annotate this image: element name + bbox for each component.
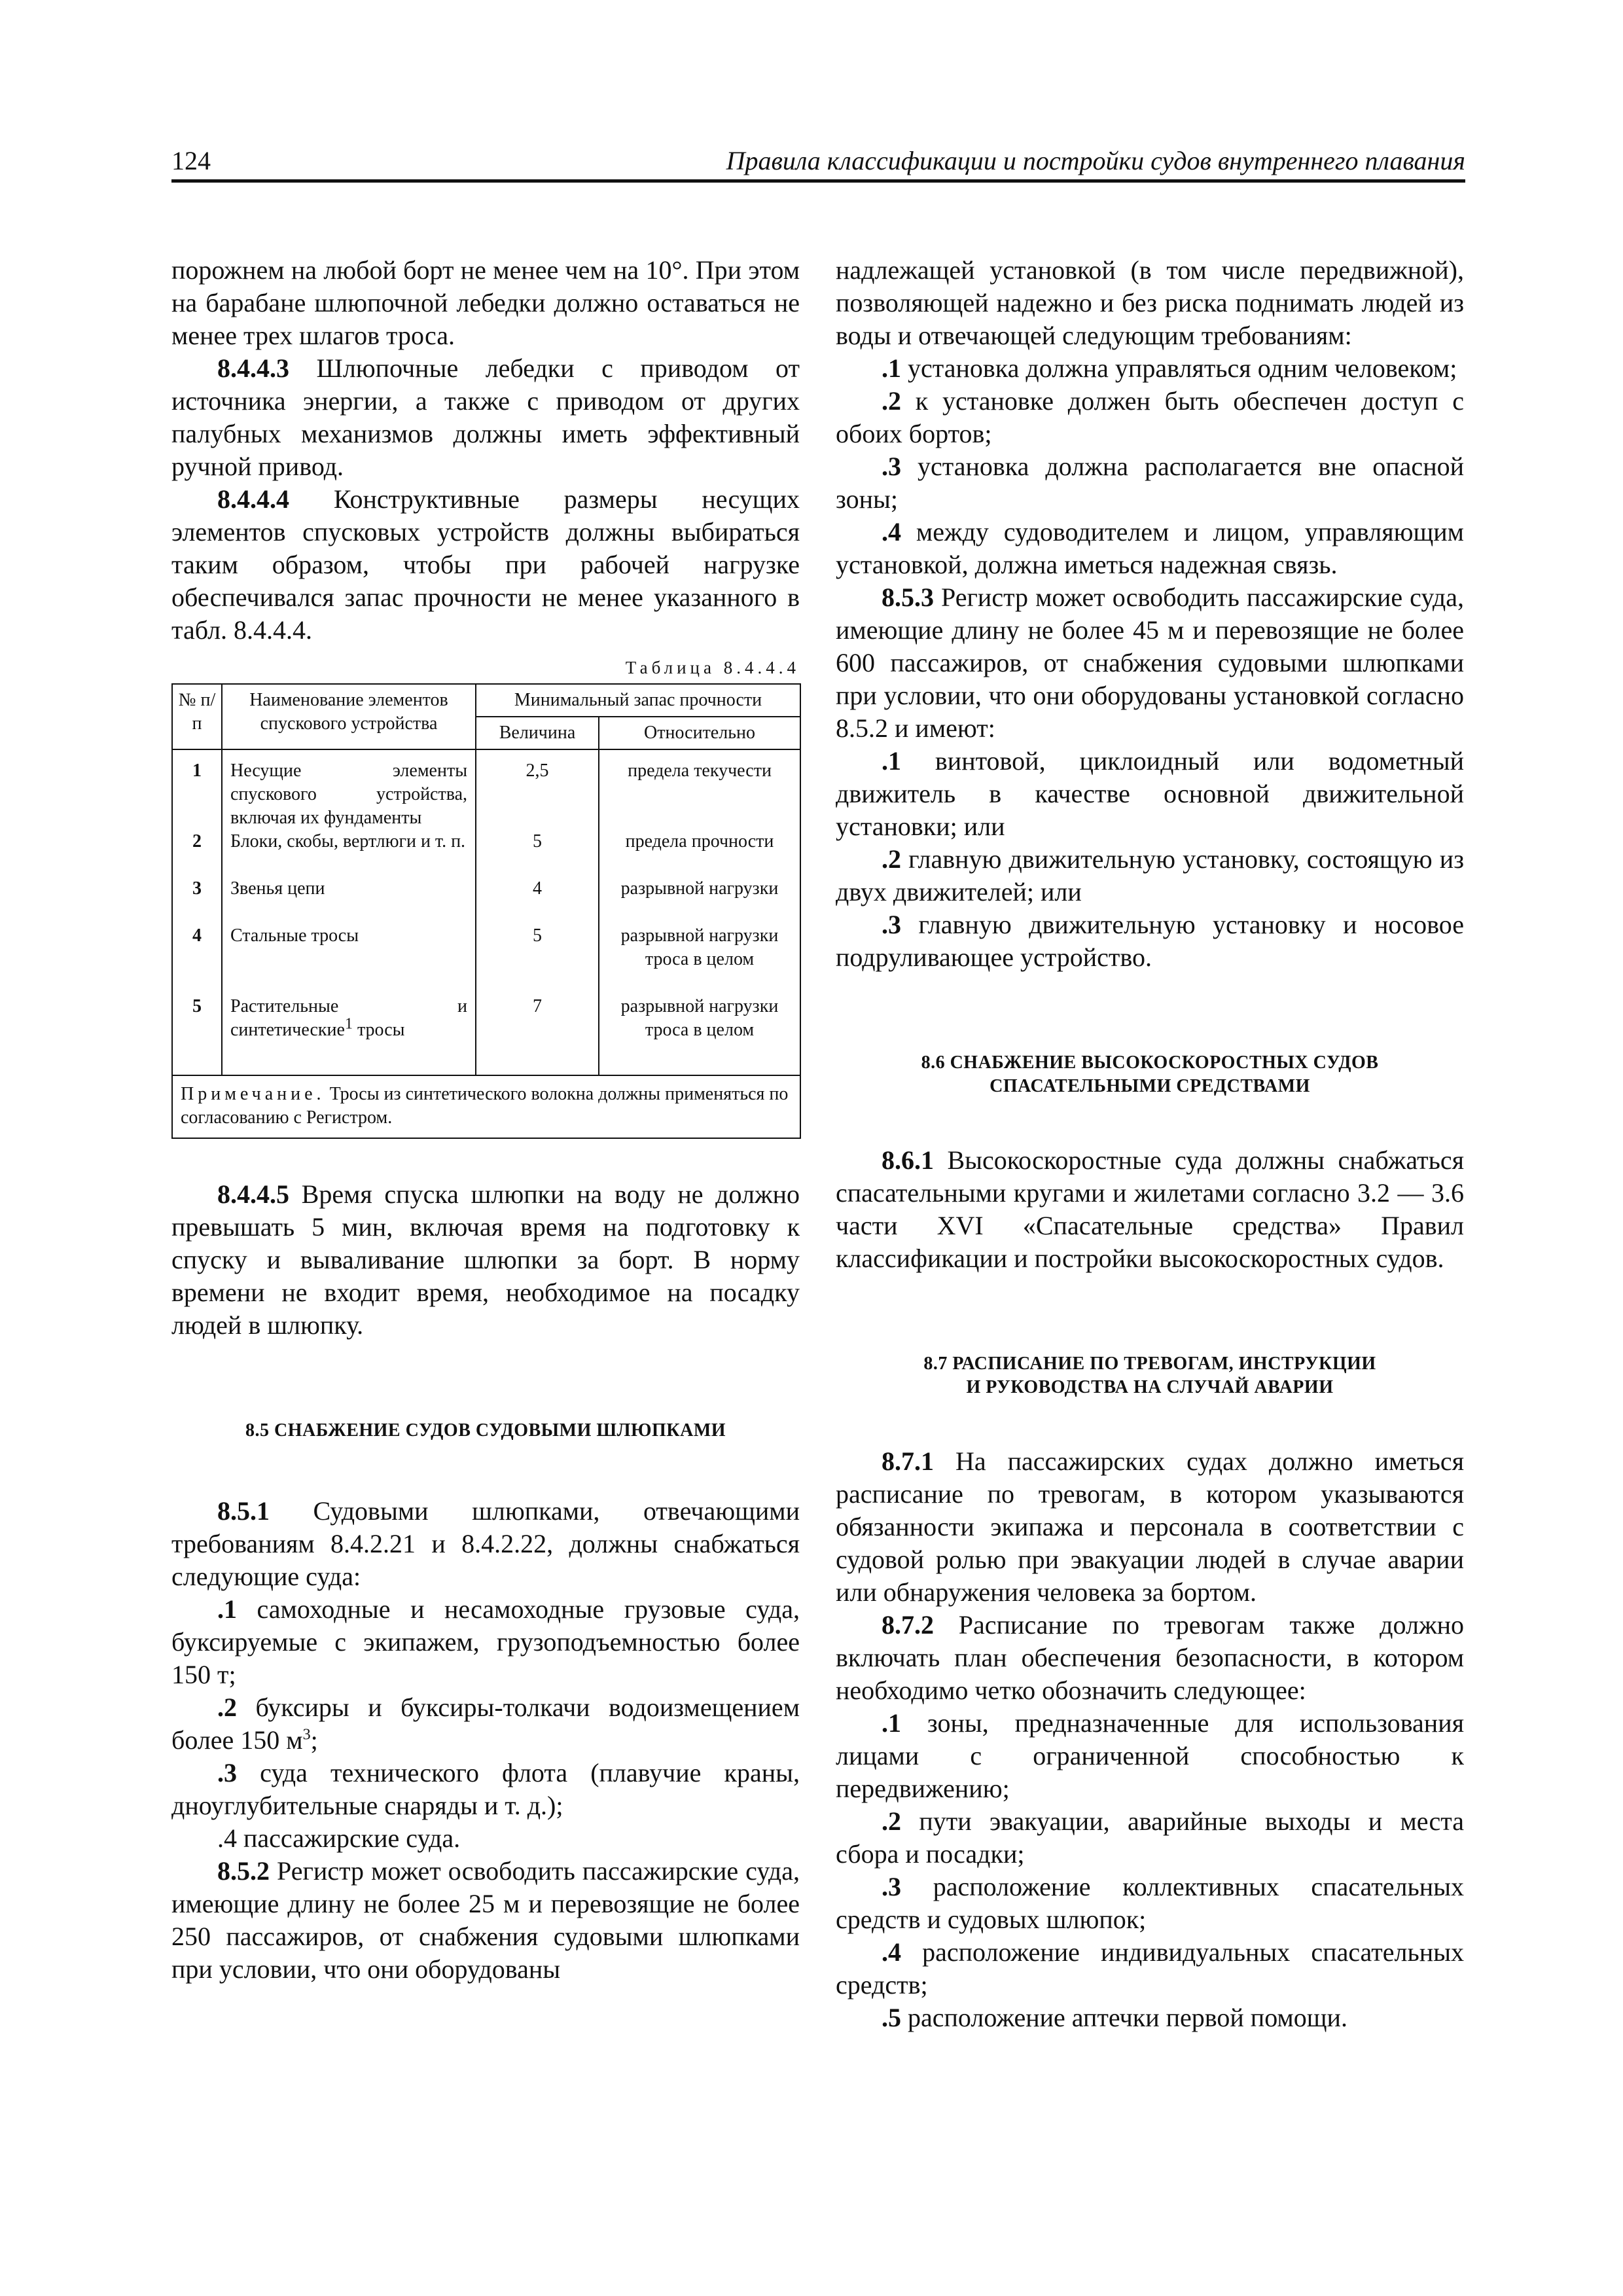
list-item: .3 расположение коллективных спасательных средств и судовых шлюпок; bbox=[836, 1872, 1464, 1934]
list-item: .2 к установке должен быть обеспечен доступ с обоих бортов; bbox=[836, 386, 1464, 448]
paragraph-8-7-2: 8.7.2 Расписание по тревогам также должно включать план обеспечения безопасности, в котором необходимо четко обозначить следующее: bbox=[836, 1610, 1464, 1705]
list-item: .5 расположение аптечки первой помощи. bbox=[882, 2003, 1347, 2032]
header-rule bbox=[171, 179, 1465, 183]
paragraph-8-7-1: 8.7.1 На пассажирских судах должно иметься расписание по тревогам, в котором указываются обязанности экипажа и персонала в соответствии с судовой ролью при эвакуации людей в случае аварии или обнаружения человека за бортом. bbox=[836, 1446, 1464, 1607]
page-number: 124 bbox=[171, 146, 211, 175]
paragraph-8-5-3: 8.5.3 Регистр может освободить пассажирские суда, имеющие длину не более 45 м и перевозящие не более 600 пассажиров, от снабжения судовыми шлюпками при условии, что они оборудованы установкой согласно 8.5.2 и имеют: bbox=[836, 583, 1464, 743]
cell-values: 2,5 5 4 5 7 bbox=[476, 749, 599, 1075]
section-heading-8-5: 8.5 СНАБЖЕНИЕ СУДОВ СУДОВЫМИ ШЛЮПКАМИ bbox=[245, 1420, 726, 1441]
list-item: .1 установка должна управляться одним человеком; bbox=[882, 353, 1457, 383]
paragraph-8-5-1: 8.5.1 Судовыми шлюпками, отвечающими требованиям 8.4.2.21 и 8.4.2.22, должны снабжаться следующие суда: bbox=[171, 1496, 800, 1591]
list-item: .4 расположение индивидуальных спасательных средств; bbox=[836, 1937, 1464, 2000]
running-header bbox=[171, 145, 1465, 179]
list-item: .4 между судоводителем и лицом, управляющим установкой, должна иметься надежная связь. bbox=[836, 517, 1464, 579]
list-item: .3 установка должна располагается вне опасной зоны; bbox=[836, 452, 1464, 514]
section-heading-8-6: 8.6 СНАБЖЕНИЕ ВЫСОКОСКОРОСТНЫХ СУДОВ СПАСАТЕЛЬНЫМИ СРЕДСТВАМИ bbox=[921, 1052, 1379, 1096]
safety-factor-table bbox=[171, 683, 801, 1139]
list-item: .1 винтовой, циклоидный или водометный движитель в качестве основной движительной установки; или bbox=[836, 746, 1464, 841]
list-item: .2 пути эвакуации, аварийные выходы и места сбора и посадки; bbox=[836, 1806, 1464, 1869]
cell-numbers: 1 2 3 4 5 bbox=[172, 749, 222, 1075]
table-body bbox=[172, 749, 800, 1075]
right-column bbox=[836, 254, 1464, 2034]
table-caption: Таблица 8.4.4.4 bbox=[625, 658, 800, 677]
paragraph-8-4-4-4: 8.4.4.4 Конструктивные размеры несущих элементов спусковых устройств должны выбираться таким образом, чтобы при рабочей нагрузке обеспечивался запас прочности не менее указанного в табл. 8.4.4.4. bbox=[171, 484, 800, 645]
list-item: .3 главную движительную установку и носовое подруливающее устройство. bbox=[836, 910, 1464, 972]
paragraph-8-6-1: 8.6.1 Высокоскоростные суда должны снабжаться спасательными кругами и жилетами согласно 3.2 — 3.6 части XVI «Спасательные средства» Правил классификации и постройки высокоскоростных судов. bbox=[836, 1145, 1464, 1273]
paragraph-8-4-4-3: 8.4.4.3 Шлюпочные лебедки с приводом от источника энергии, а также с приводом от других палубных механизмов должны иметь эффективный ручной привод. bbox=[171, 353, 800, 481]
col-header-no: № п/п bbox=[172, 684, 222, 749]
paragraph: порожнем на любой борт не менее чем на 10°. При этом на барабане шлюпочной лебедки должно оставаться не менее трех шлагов троса. bbox=[171, 255, 800, 350]
section-heading-8-7: 8.7 РАСПИСАНИЕ ПО ТРЕВОГАМ, ИНСТРУКЦИИ И РУКОВОДСТВА НА СЛУЧАЙ АВАРИИ bbox=[923, 1354, 1376, 1397]
paragraph-8-5-2: 8.5.2 Регистр может освободить пассажирские суда, имеющие длину не более 25 м и перевозящие не более 250 пассажиров, от снабжения судовыми шлюпками при условии, что они оборудованы bbox=[171, 1856, 800, 1984]
running-title: Правила классификации и постройки судов внутреннего плавания bbox=[726, 146, 1465, 175]
col-header-value: Величина bbox=[476, 717, 599, 749]
list-item: .2 главную движительную установку, состоящую из двух движителей; или bbox=[836, 844, 1464, 906]
col-header-name: Наименование элементов спускового устройства bbox=[222, 684, 476, 749]
col-header-min-factor: Минимальный запас прочности bbox=[476, 684, 800, 717]
list-item: .3 суда технического флота (плавучие краны, дноуглубительные снаряды и т. д.); bbox=[171, 1758, 800, 1820]
list-item: .1 самоходные и несамоходные грузовые суда, буксируемые с экипажем, грузоподъемностью более 150 т; bbox=[171, 1594, 800, 1689]
list-item: .2 буксиры и буксиры-толкачи водоизмещением более 150 $м^3$; bbox=[171, 1693, 800, 1755]
paragraph-8-4-4-5: 8.4.4.5 Время спуска шлюпки на воду не должно превышать 5 мин, включая время на подготовку к спуску и вываливание шлюпки за борт. В норму времени не входит время, необходимое на посадку людей в шлюпку. bbox=[171, 1179, 800, 1340]
left-column bbox=[171, 254, 800, 1986]
cell-names: Несущие элементы спускового устройства, включая их фундаменты Блоки, скобы, вертлюги и т. п. Звенья цепи Стальные тросы Растительные и синтетические$^1$ тросы bbox=[222, 749, 476, 1075]
list-item: .1 зоны, предназначенные для использования лицами с ограниченной способностью к передвижению; bbox=[836, 1708, 1464, 1803]
col-header-relative: Относительно bbox=[599, 717, 800, 749]
paragraph: надлежащей установкой (в том числе передвижной), позволяющей надежно и без риска поднимать людей из воды и отвечающей следующим требованиям: bbox=[836, 255, 1464, 350]
list-item: .4 пассажирские суда. bbox=[217, 1823, 461, 1853]
cell-relative: предела текучести предела прочности разрывной нагрузки разрывной нагрузки троса в целом разрывной нагрузки троса в целом bbox=[599, 749, 800, 1075]
table-note: Примечание. Тросы из синтетического волокна должны применяться по согласованию с Регистром. bbox=[172, 1075, 800, 1138]
